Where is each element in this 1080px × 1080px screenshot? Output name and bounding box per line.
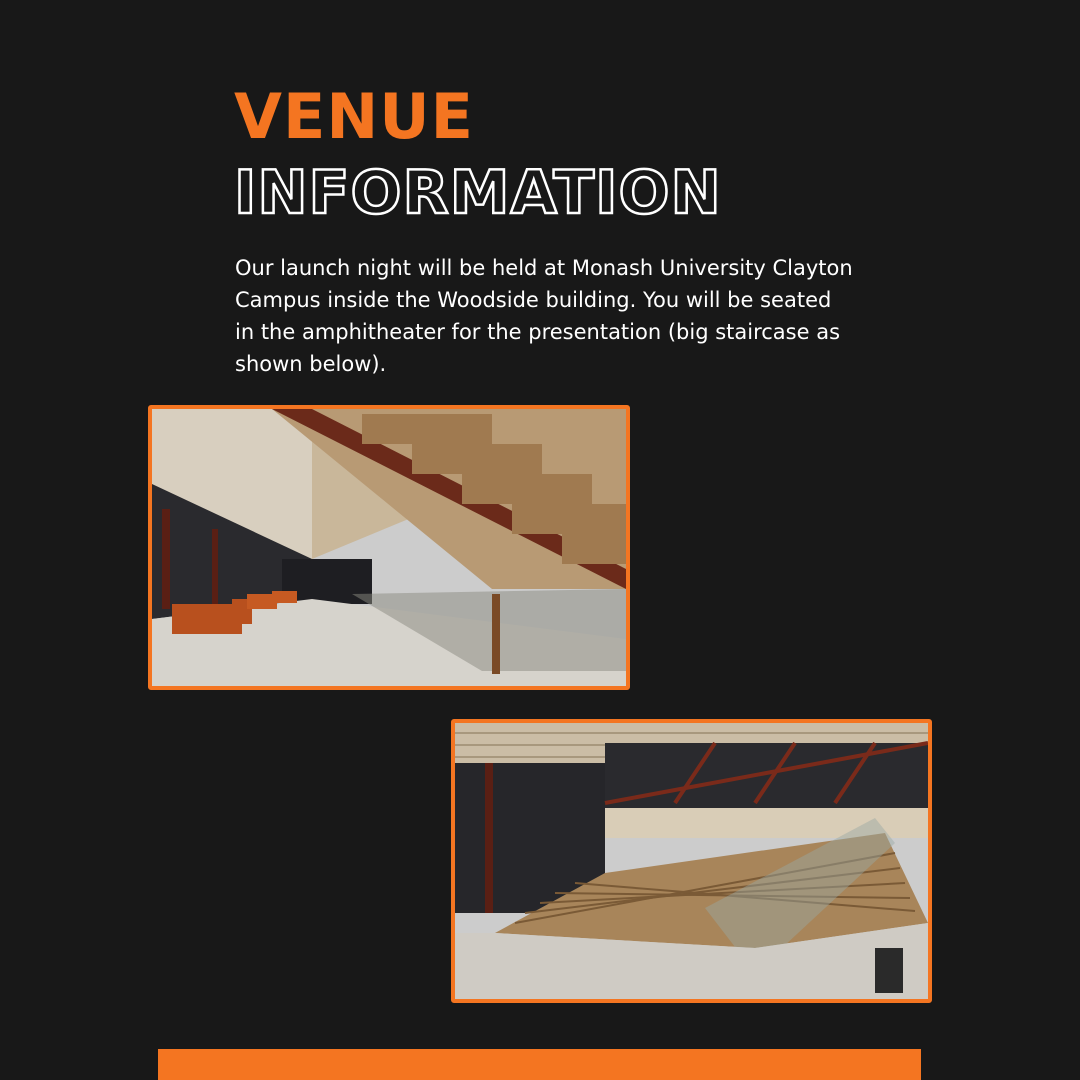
heading-venue: VENUE (234, 80, 474, 153)
amphitheater-image (455, 723, 928, 999)
lobby-image (152, 409, 626, 686)
venue-photo-lobby (148, 405, 630, 690)
intro-paragraph: Our launch night will be held at Monash University Clayton Campus inside the Woodside building. You will be seated in the amphitheater for the presentation (big staircase as shown below). (235, 256, 853, 376)
heading-information: INFORMATION (234, 158, 722, 228)
venue-photo-amphitheater (451, 719, 932, 1003)
bottom-accent-bar (158, 1049, 921, 1080)
